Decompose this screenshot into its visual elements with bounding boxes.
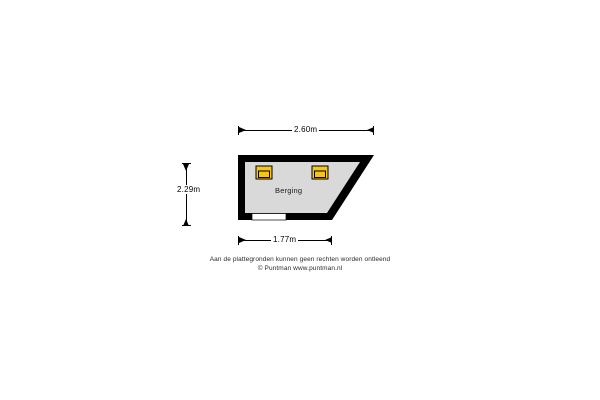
room-label-berging: Berging [275, 186, 303, 195]
dimension-top-arrow-right [367, 127, 374, 133]
floorplan-drawing [228, 150, 388, 240]
dimension-top-arrow-left [239, 127, 246, 133]
furniture-left [256, 166, 272, 179]
dimension-left-line [186, 163, 187, 226]
dimension-left-arrow-bottom [183, 219, 189, 226]
dimension-bottom-label: 1.77m [273, 235, 297, 244]
dimension-left-label: 2.29m [177, 185, 201, 194]
dimension-left-arrow-top [183, 164, 189, 171]
disclaimer-line-1: Aan de plattegronden kunnen geen rechten worden ontleend [209, 256, 391, 263]
dimension-top-label: 2.60m [294, 125, 318, 134]
copyright-line: © Puntman www.puntman.nl [257, 265, 343, 272]
floorplan-svg [228, 150, 388, 235]
door-opening [252, 214, 286, 221]
furniture-right [312, 166, 328, 179]
